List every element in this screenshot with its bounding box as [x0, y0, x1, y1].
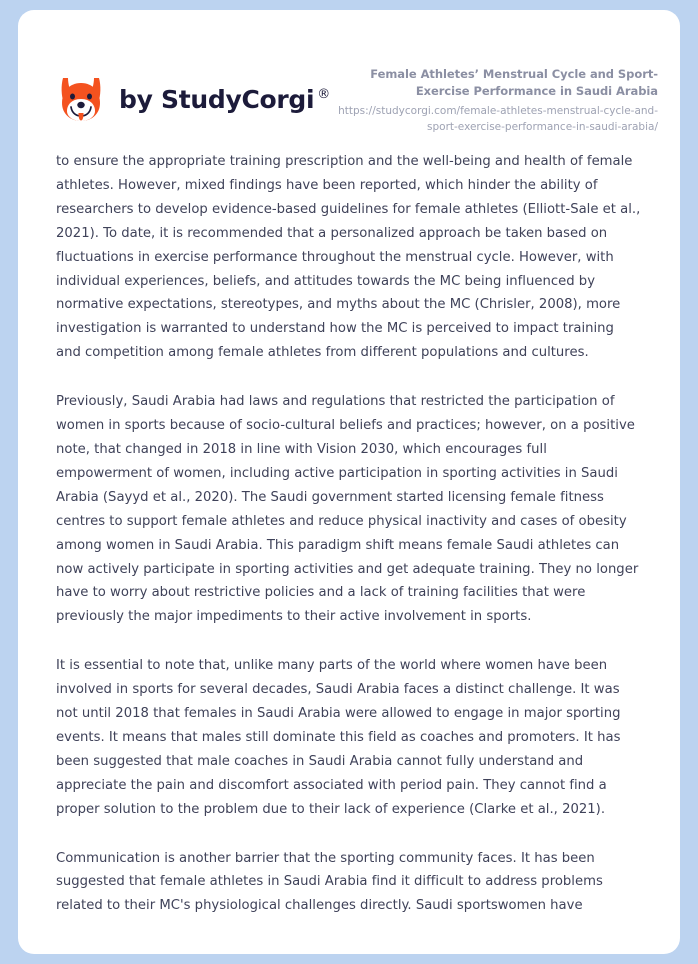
document-header — [18, 10, 680, 150]
header-meta-block — [330, 62, 658, 136]
article-title: Female Athletes’ Menstrual Cycle and Sport-Exercise Performance in Saudi Arabia — [370, 67, 658, 98]
brand-wordmark — [119, 84, 331, 114]
document-page-card — [18, 10, 680, 954]
brand-logo-block — [56, 62, 330, 124]
body-paragraph: Previously, Saudi Arabia had laws and regulations that restricted the participation of women in sports because of socio-cultural beliefs and practices; however, on a positive note, that changed in 2018 in line with Vision 2030, which encourages full empowerment of women, including active participation in sporting activities in Saudi Arabia (Sayyd et al., 2020). The Saudi government started licensing female fitness centres to support female athletes and reduce physical inactivity and cases of obesity among women in Saudi Arabia. This paradigm shift means female Saudi athletes can now actively participate in sporting activities and get adequate training. They no longer have to worry about restrictive policies and a lack of training facilities that were previously the major impediments to their active involvement in sports. — [56, 394, 639, 625]
registered-trademark-icon: ® — [317, 86, 331, 102]
corgi-face-logo-icon — [56, 74, 106, 124]
body-paragraph: It is essential to note that, unlike many parts of the world where women have been involved in sports for several decades, Saudi Arabia faces a distinct challenge. It was not until 2018 that females in Saudi Arabia were allowed to engage in major sporting events. It means that males still dominate this field as coaches and promoters. It has been suggested that male coaches in Saudi Arabia cannot fully understand and appreciate the pain and discomfort associated with period pain. They cannot find a proper solution to the problem due to their lack of experience (Clarke et al., 2021). — [56, 658, 621, 817]
article-source-url: https://studycorgi.com/female-athletes-menstrual-cycle-and-sport-exercise-performance-in-saudi-arabia/ — [338, 105, 658, 134]
body-paragraph: to ensure the appropriate training prescription and the well-being and health of female athletes. However, mixed findings have been reported, which hinder the ability of researchers to develop evidence-based guidelines for female athletes (Elliott-Sale et al., 2021). To date, it is recommended that a personalized approach be taken based on fluctuations in exercise performance throughout the menstrual cycle. However, with individual experiences, beliefs, and attitudes towards the MC being influenced by normative expectations, stereotypes, and myths about the MC (Chrisler, 2008), more investigation is warranted to understand how the MC is perceived to impact training and competition among female athletes from different populations and cultures. — [56, 154, 641, 361]
body-paragraph: Communication is another barrier that the sporting community faces. It has been suggested that female athletes in Saudi Arabia find it difficult to address problems related to their MC's physiological challenges directly. Saudi sportswomen have — [56, 850, 603, 914]
brand-name-text: by StudyCorgi — [119, 84, 315, 114]
document-body — [18, 150, 680, 918]
